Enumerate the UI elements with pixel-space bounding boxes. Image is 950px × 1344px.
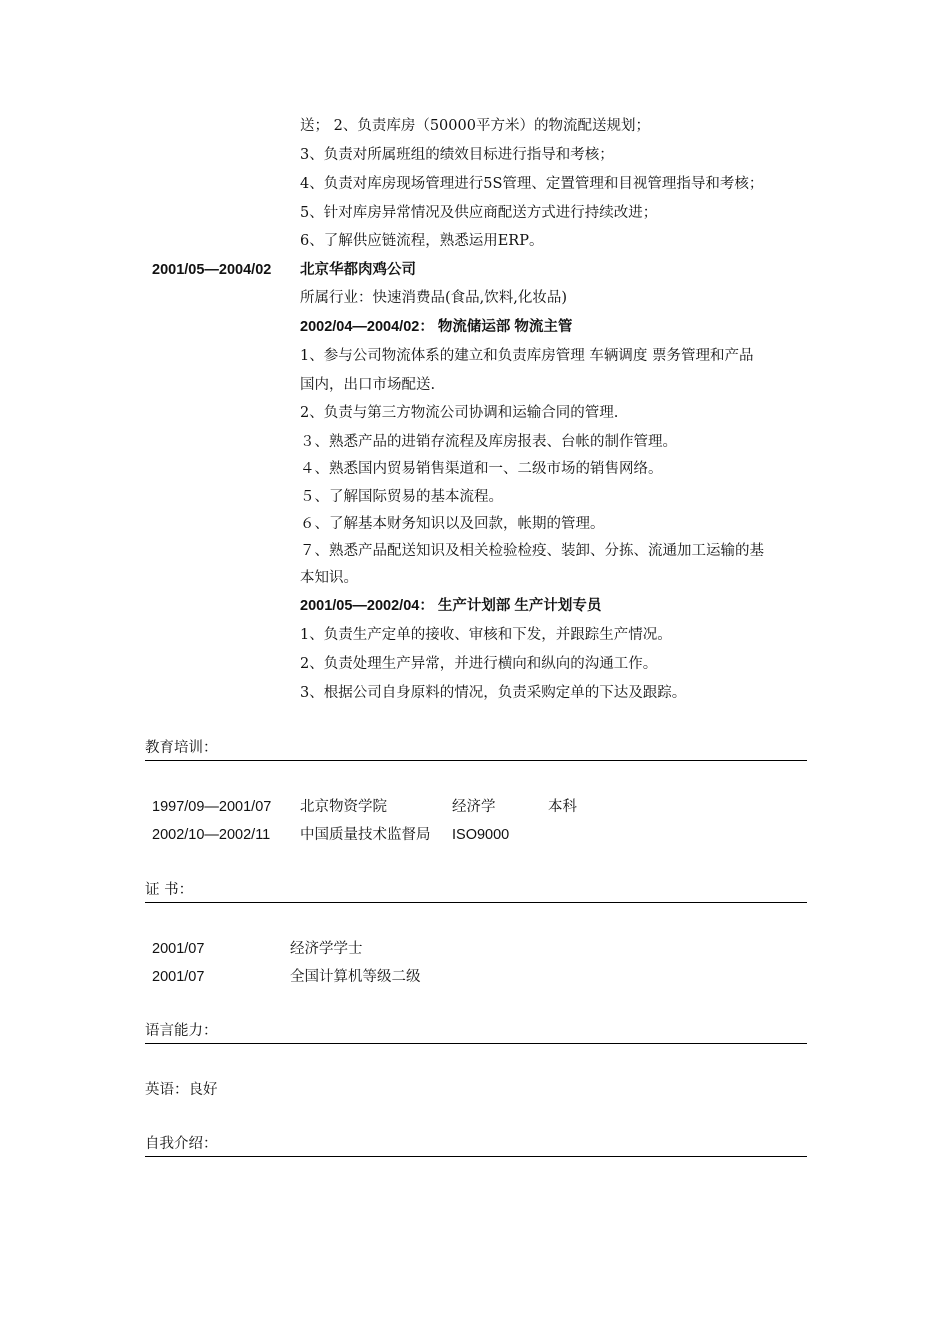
edu-major: 经济学	[452, 799, 496, 815]
section-certificates-heading	[145, 880, 807, 903]
edu-major: ISO9000	[452, 827, 510, 843]
duty-line: 国内，出口市场配送.	[300, 377, 436, 393]
section-title: 教育培训：	[145, 740, 218, 756]
section-self-intro-heading	[145, 1134, 807, 1157]
english-level: 英语：良好	[145, 1082, 218, 1098]
duty-line: ３、熟悉产品的进销存流程及库房报表、台帐的制作管理。	[300, 434, 677, 450]
edu-school: 北京物资学院	[300, 799, 387, 815]
duty-line: 6、了解供应链流程，熟悉运用ERP。	[300, 233, 544, 249]
section-title: 证 书：	[145, 882, 194, 898]
cert-name: 经济学学士	[290, 941, 363, 957]
cert-date: 2001/07	[152, 969, 205, 985]
edu-degree: 本科	[548, 799, 577, 815]
duty-line: 本知识。	[300, 570, 358, 586]
duty-line: 2、负责处理生产异常，并进行横向和纵向的沟通工作。	[300, 656, 658, 672]
duty-line: 3、根据公司自身原料的情况，负责采购定单的下达及跟踪。	[300, 685, 687, 701]
duty-line: 2、负责与第三方物流公司协调和运输合同的管理.	[300, 405, 619, 421]
edu-period: 1997/09—2001/07	[152, 799, 272, 815]
cert-date: 2001/07	[152, 941, 205, 957]
duty-line: 1、负责生产定单的接收、审核和下发，并跟踪生产情况。	[300, 627, 672, 643]
section-language-heading	[145, 1021, 807, 1044]
section-education-heading	[145, 738, 807, 761]
duty-line: 送； 2、负责库房（50000平方米）的物流配送规划；	[300, 118, 650, 134]
duty-line: 1、参与公司物流体系的建立和负责库房管理 车辆调度 票务管理和产品	[300, 348, 754, 364]
duty-line: 4、负责对库房现场管理进行5S管理、定置管理和目视管理指导和考核；	[300, 176, 764, 192]
duty-line: ７、熟悉产品配送知识及相关检验检疫、装卸、分拣、流通加工运输的基	[300, 543, 764, 559]
duty-line: 5、针对库房异常情况及供应商配送方式进行持续改进；	[300, 205, 658, 221]
job-period: 2001/05—2004/02	[152, 262, 272, 278]
role-title: 2001/05—2002/04： 生产计划部 生产计划专员	[300, 598, 602, 614]
edu-period: 2002/10—2002/11	[152, 827, 271, 843]
industry-line: 所属行业：快速消费品(食品,饮料,化妆品)	[300, 290, 568, 306]
edu-school: 中国质量技术监督局	[300, 827, 431, 843]
section-title: 语言能力：	[145, 1023, 218, 1039]
cert-name: 全国计算机等级二级	[290, 969, 421, 985]
section-title: 自我介绍：	[145, 1136, 218, 1152]
duty-line: ６、了解基本财务知识以及回款，帐期的管理。	[300, 516, 605, 532]
duty-line: ４、熟悉国内贸易销售渠道和一、二级市场的销售网络。	[300, 461, 663, 477]
role-title: 2002/04—2004/02： 物流储运部 物流主管	[300, 319, 573, 335]
duty-line: 3、负责对所属班组的绩效目标进行指导和考核；	[300, 147, 614, 163]
company-name: 北京华都肉鸡公司	[300, 262, 416, 278]
duty-line: ５、了解国际贸易的基本流程。	[300, 489, 503, 505]
